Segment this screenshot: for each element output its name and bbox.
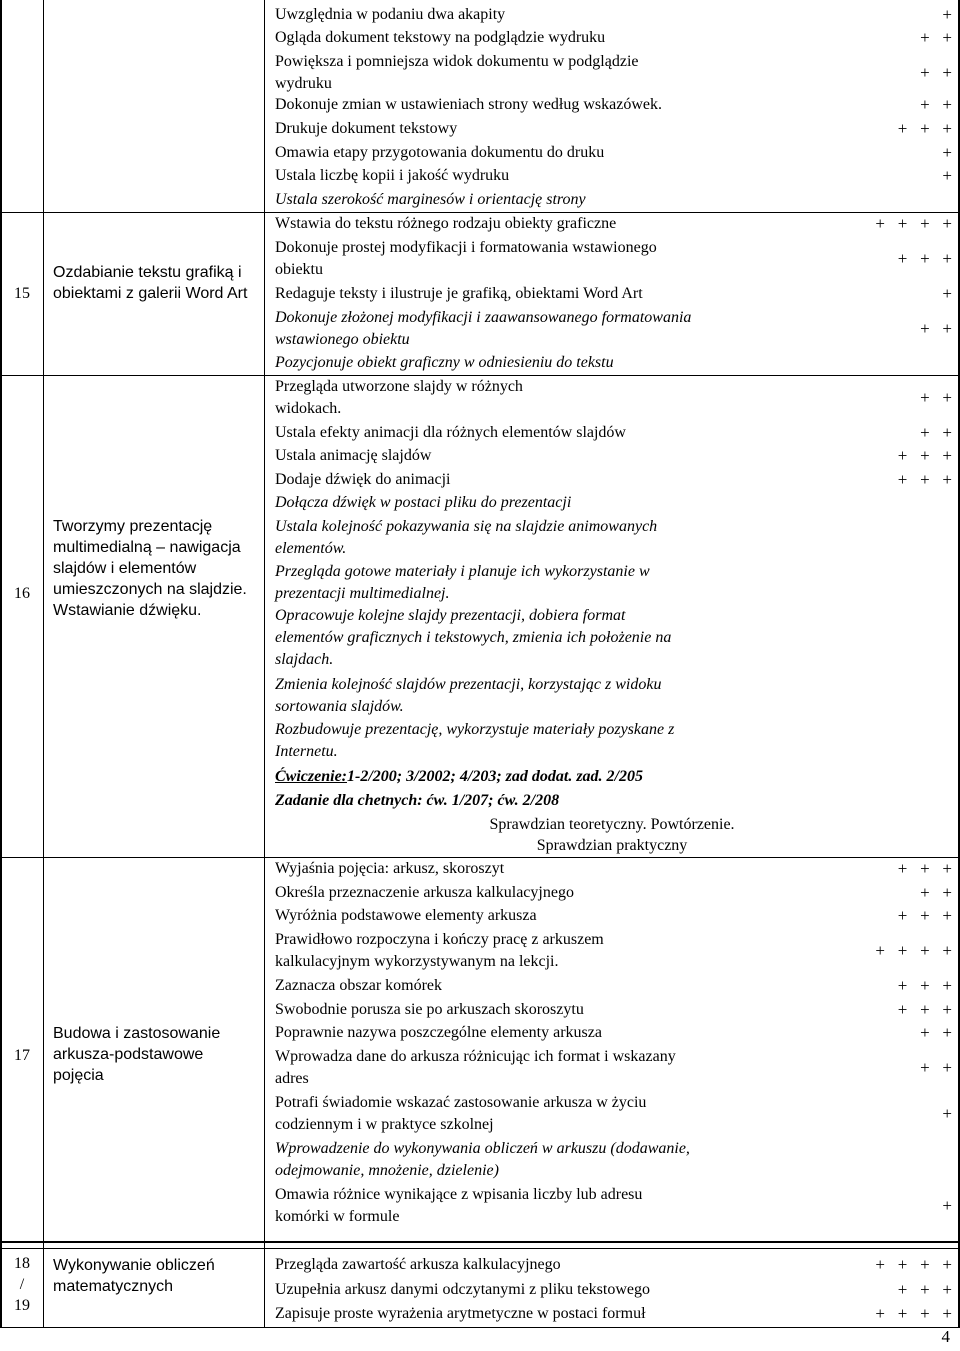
requirement-text-line: Rozbudowuje prezentację, wykorzystuje materiały pozyskane z bbox=[275, 721, 675, 738]
level-marks: + + bbox=[920, 388, 952, 407]
requirement-text-line: prezentacji multimedialnej. bbox=[275, 585, 450, 602]
requirement-text-line: Uzupełnia arkusz danymi odczytanymi z pliku tekstowego bbox=[275, 1281, 651, 1298]
requirement-item bbox=[275, 4, 505, 26]
level-marks: + + bbox=[920, 1023, 952, 1042]
level-marks: + + bbox=[920, 319, 952, 338]
requirement-item bbox=[275, 189, 586, 211]
level-marks: + + + bbox=[897, 1000, 952, 1019]
requirement-item bbox=[275, 376, 523, 420]
requirement-text-line: slajdach. bbox=[275, 651, 334, 668]
level-marks: + bbox=[942, 5, 952, 24]
lesson-number-part: 18 bbox=[14, 1255, 30, 1272]
level-marks: + + bbox=[920, 95, 952, 114]
requirement-text-line: Dołącza dźwięk w postaci pliku do prezentacji bbox=[275, 494, 572, 511]
level-marks: + bbox=[942, 143, 952, 162]
lesson-number-part: 19 bbox=[14, 1297, 30, 1314]
requirement-item bbox=[275, 1279, 650, 1301]
requirement-item bbox=[275, 561, 650, 605]
requirement-text-line: Potrafi świadomie wskazać zastosowanie arkusza w życiu bbox=[275, 1094, 647, 1111]
requirement-item bbox=[275, 1254, 561, 1276]
lesson-topic: Ozdabianie tekstu grafiką i obiektami z galerii Word Art bbox=[53, 264, 248, 302]
table-border-bottom bbox=[0, 1327, 960, 1328]
requirement-text-line: Ustala liczbę kopii i jakość wydruku bbox=[275, 167, 510, 184]
requirement-item bbox=[275, 929, 604, 973]
requirement-item bbox=[275, 422, 626, 444]
requirement-text-line: Wyróżnia podstawowe elementy arkusza bbox=[275, 907, 537, 924]
row-divider bbox=[0, 1241, 960, 1243]
level-marks: + + bbox=[920, 1058, 952, 1077]
lesson-topic: Budowa i zastosowanie arkusza-podstawowe pojęcia bbox=[53, 1025, 221, 1084]
requirement-item bbox=[275, 516, 657, 560]
level-marks: + + bbox=[920, 28, 952, 47]
requirement-item bbox=[275, 51, 638, 95]
level-marks: + bbox=[942, 1196, 952, 1215]
requirement-item bbox=[275, 790, 559, 812]
level-marks: + bbox=[942, 284, 952, 303]
requirement-text-line: Pozycjonuje obiekt graficzny w odniesieniu do tekstu bbox=[275, 354, 614, 371]
requirement-item bbox=[275, 858, 504, 880]
requirement-text-line: Internetu. bbox=[275, 743, 338, 760]
requirement-text-line: Ustala kolejność pokazywania się na slajdzie animowanych bbox=[275, 518, 658, 535]
level-marks: + + + + bbox=[875, 941, 952, 960]
requirement-item bbox=[275, 237, 657, 281]
requirement-text-line: Uwzględnia w podaniu dwa akapity bbox=[275, 6, 506, 23]
row-divider bbox=[0, 1248, 960, 1249]
page-number: 4 bbox=[941, 1327, 950, 1346]
requirement-text-line: Sprawdzian praktyczny bbox=[536, 837, 688, 854]
requirement-text-line: Wprowadza dane do arkusza różnicując ich format i wskazany bbox=[275, 1048, 676, 1065]
table-border-left bbox=[0, 0, 2, 1328]
requirement-item bbox=[275, 94, 662, 116]
requirement-text-line: Wprowadzenie do wykonywania obliczeń w arkuszu (dodawanie, bbox=[275, 1140, 690, 1157]
lesson-number-part: / bbox=[19, 1276, 25, 1293]
requirement-text-line: sortowania slajdów. bbox=[275, 698, 404, 715]
level-marks: + + + bbox=[897, 859, 952, 878]
requirement-item bbox=[275, 1138, 690, 1182]
requirement-text-line: elementów graficznych i tekstowych, zmienia ich położenie na bbox=[275, 629, 672, 646]
level-marks: + + + bbox=[897, 119, 952, 138]
requirement-item bbox=[275, 118, 457, 140]
lesson-topic: Wykonywanie obliczeń matematycznych bbox=[53, 1257, 215, 1295]
requirement-item bbox=[275, 492, 571, 514]
requirement-text-line: komórki w formule bbox=[275, 1208, 400, 1225]
requirement-text-line: Dokonuje złożonej modyfikacji i zaawansowanego formatowania bbox=[275, 309, 692, 326]
requirement-text-line: codziennym i w praktyce szkolnej bbox=[275, 1116, 494, 1133]
requirement-item bbox=[275, 719, 674, 763]
level-marks: + + + + bbox=[875, 1255, 952, 1274]
requirement-item bbox=[275, 165, 509, 187]
requirement-text-line: elementów. bbox=[275, 540, 347, 557]
requirement-text-line: Powiększa i pomniejsza widok dokumentu w podglądzie bbox=[275, 53, 639, 70]
requirement-text-line: Redaguje teksty i ilustruje je grafiką, obiektami Word Art bbox=[275, 285, 643, 302]
requirement-item bbox=[275, 605, 671, 671]
requirement-text-line: Ćwiczenie:1-2/200; 3/2002; 4/203; zad dodat. zad. 2/205 bbox=[275, 768, 643, 785]
requirement-text-line: Dokonuje zmian w ustawieniach strony według wskazówek. bbox=[275, 96, 663, 113]
level-marks: + bbox=[942, 1104, 952, 1123]
requirement-item bbox=[275, 766, 643, 788]
requirement-item bbox=[275, 307, 691, 351]
requirement-text-line: kalkulacyjnym wykorzystywanym na lekcji. bbox=[275, 953, 559, 970]
level-marks: + + bbox=[920, 423, 952, 442]
requirement-item bbox=[275, 999, 584, 1021]
requirement-text-line: wstawionego obiektu bbox=[275, 331, 410, 348]
lesson-topic: Tworzymy prezentację multimedialną – nawigacja slajdów i elementów umieszczonych na slajdzie. Wstawianie dźwięku. bbox=[53, 518, 247, 619]
requirement-text-line: obiektu bbox=[275, 261, 323, 278]
requirement-item bbox=[275, 1022, 602, 1044]
requirement-item bbox=[265, 814, 959, 836]
exercise-label: Ćwiczenie: bbox=[275, 768, 347, 785]
requirement-text-line: Wstawia do tekstu różnego rodzaju obiekty graficzne bbox=[275, 215, 617, 232]
requirement-text-line: Ustala szerokość marginesów i orientację strony bbox=[275, 191, 586, 208]
requirement-text-line: Drukuje dokument tekstowy bbox=[275, 120, 458, 137]
requirement-text-line: Zaznacza obszar komórek bbox=[275, 977, 443, 994]
lesson-number: 16 bbox=[14, 585, 30, 602]
level-marks: + + + bbox=[897, 976, 952, 995]
requirement-item bbox=[265, 835, 959, 857]
requirement-text-line: Przegląda gotowe materiały i planuje ich wykorzystanie w bbox=[275, 563, 650, 580]
requirement-text-line: Prawidłowo rozpoczyna i kończy pracę z arkuszem bbox=[275, 931, 604, 948]
requirement-text-line: Określa przeznaczenie arkusza kalkulacyjnego bbox=[275, 884, 574, 901]
requirement-text-line: Dodaje dźwięk do animacji bbox=[275, 471, 451, 488]
requirement-text-line: Opracowuje kolejne slajdy prezentacji, dobiera format bbox=[275, 607, 626, 624]
requirement-item bbox=[275, 905, 537, 927]
requirement-text-line: Swobodnie porusza sie po arkuszach skoroszytu bbox=[275, 1001, 584, 1018]
level-marks: + + + bbox=[897, 1280, 952, 1299]
requirement-text-line: Zapisuje proste wyrażenia arytmetyczne w postaci formuł bbox=[275, 1305, 646, 1322]
requirement-text-line: Zadanie dla chetnych: ćw. 1/207; ćw. 2/208 bbox=[275, 792, 560, 809]
column-divider-number bbox=[43, 0, 44, 1328]
column-divider-topic bbox=[264, 0, 265, 1328]
level-marks: + + + + bbox=[875, 214, 952, 233]
requirement-item bbox=[275, 1046, 676, 1090]
requirement-item bbox=[275, 1303, 646, 1325]
requirement-text-line: Dokonuje prostej modyfikacji i formatowania wstawionego bbox=[275, 239, 657, 256]
level-marks: + + + bbox=[897, 470, 952, 489]
requirement-item bbox=[275, 283, 643, 305]
requirement-text-line: Ustala animację slajdów bbox=[275, 447, 432, 464]
requirement-text-line: odejmowanie, mnożenie, dzielenie) bbox=[275, 1162, 499, 1179]
requirement-item bbox=[275, 1184, 642, 1228]
requirement-item bbox=[275, 213, 616, 235]
level-marks: + + bbox=[920, 883, 952, 902]
requirement-item bbox=[275, 352, 614, 374]
requirement-item bbox=[275, 882, 574, 904]
requirement-item bbox=[275, 1092, 646, 1136]
level-marks: + + + bbox=[897, 249, 952, 268]
requirement-text-line: Zmienia kolejność slajdów prezentacji, korzystając z widoku bbox=[275, 676, 662, 693]
level-marks: + + + + bbox=[875, 1304, 952, 1323]
level-marks: + + + bbox=[897, 906, 952, 925]
requirement-item bbox=[275, 27, 605, 49]
requirement-text-line: Omawia etapy przygotowania dokumentu do druku bbox=[275, 144, 605, 161]
requirement-item bbox=[275, 142, 604, 164]
requirement-text-line: Poprawnie nazywa poszczególne elementy arkusza bbox=[275, 1024, 602, 1041]
requirement-item bbox=[275, 674, 661, 718]
requirement-text-line: Wyjaśnia pojęcia: arkusz, skoroszyt bbox=[275, 860, 505, 877]
lesson-number: 17 bbox=[14, 1047, 30, 1064]
requirement-text-line: Sprawdzian teoretyczny. Powtórzenie. bbox=[489, 816, 735, 833]
requirement-item bbox=[275, 445, 431, 467]
lesson-number: 15 bbox=[14, 285, 30, 302]
requirement-text-line: Przegląda utworzone slajdy w różnych bbox=[275, 378, 523, 395]
requirement-text-line: Omawia różnice wynikające z wpisania liczby lub adresu bbox=[275, 1186, 643, 1203]
requirement-item bbox=[275, 975, 442, 997]
level-marks: + + + bbox=[897, 446, 952, 465]
level-marks: + bbox=[942, 166, 952, 185]
requirement-text-line: wydruku bbox=[275, 75, 332, 92]
requirement-text-line: Przegląda zawartość arkusza kalkulacyjnego bbox=[275, 1256, 561, 1273]
requirement-text-line: adres bbox=[275, 1070, 309, 1087]
requirement-text-line: widokach. bbox=[275, 400, 342, 417]
requirement-item bbox=[275, 469, 451, 491]
lesson-number bbox=[2, 1253, 42, 1316]
level-marks: + + bbox=[920, 63, 952, 82]
requirement-text-line: Ogląda dokument tekstowy na podglądzie wydruku bbox=[275, 29, 606, 46]
requirement-text-line: Ustala efekty animacji dla różnych elementów slajdów bbox=[275, 424, 626, 441]
